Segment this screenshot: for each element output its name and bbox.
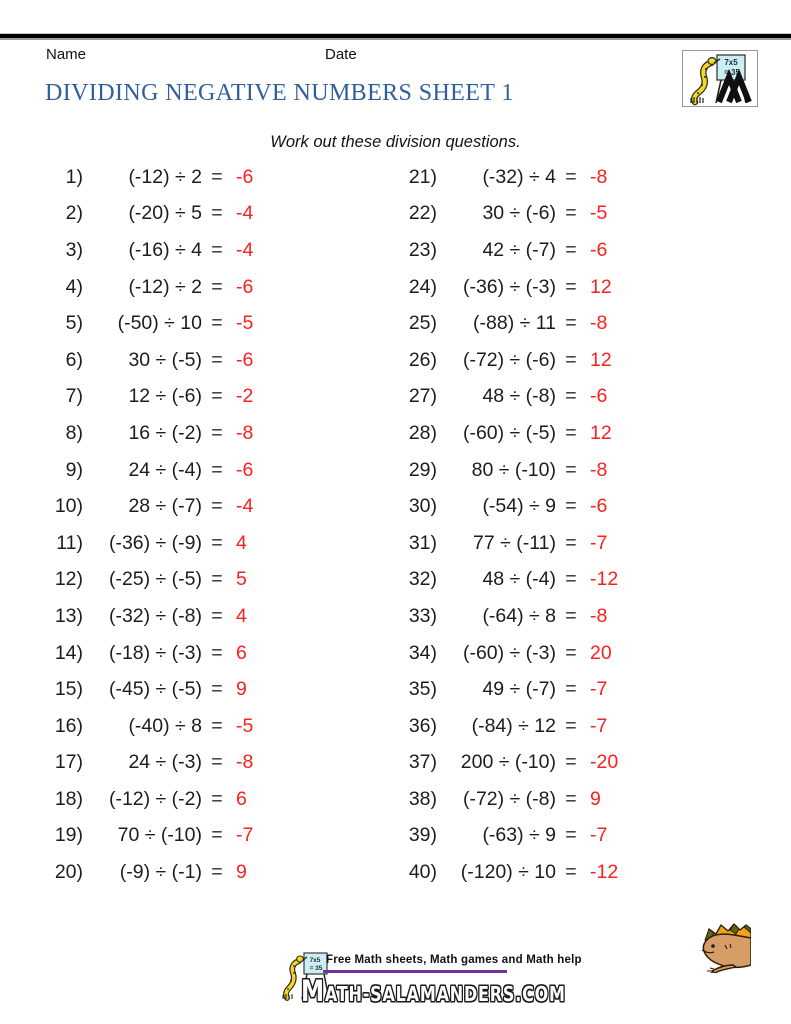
problem-expression: (-54) ÷ 9: [482, 495, 556, 518]
equals-sign: =: [211, 385, 223, 408]
problem-number: 10): [54, 495, 83, 518]
problem-row: [382, 342, 692, 379]
answer-value: -2: [236, 385, 254, 408]
answer-value: -4: [236, 238, 254, 261]
problem-number: 40): [408, 861, 437, 884]
problem-number: 35): [408, 678, 437, 701]
answer-value: 9: [236, 678, 247, 701]
problem-number: 30): [408, 495, 437, 518]
problem-number: 8): [65, 421, 83, 444]
problem-number: 23): [408, 238, 437, 261]
equals-sign: =: [565, 861, 577, 884]
problem-row: [382, 598, 692, 635]
problem-number: 27): [408, 385, 437, 408]
problem-number: 15): [54, 678, 83, 701]
problem-row: [28, 232, 338, 269]
answer-value: -8: [590, 165, 608, 188]
equals-sign: =: [565, 751, 577, 774]
answer-value: -12: [590, 861, 619, 884]
problem-expression: 77 ÷ (-11): [473, 531, 556, 554]
answer-value: -5: [590, 202, 608, 225]
equals-sign: =: [211, 751, 223, 774]
equals-sign: =: [565, 275, 577, 298]
problem-row: [28, 635, 338, 672]
problem-number: 39): [408, 824, 437, 847]
problem-row: [28, 488, 338, 525]
problem-number: 9): [65, 458, 83, 481]
equals-sign: =: [211, 787, 223, 810]
problem-row: [382, 196, 692, 233]
equals-sign: =: [211, 495, 223, 518]
problem-number: 22): [408, 202, 437, 225]
problem-number: 17): [54, 751, 83, 774]
problem-row: [382, 379, 692, 416]
problem-expression: (-12) ÷ 2: [128, 165, 202, 188]
problem-expression: 49 ÷ (-7): [482, 678, 556, 701]
problem-row: [28, 269, 338, 306]
equals-sign: =: [565, 531, 577, 554]
equals-sign: =: [565, 678, 577, 701]
name-label: Name: [46, 46, 87, 63]
problem-row: [28, 708, 338, 745]
problem-number: 1): [65, 165, 83, 188]
logo-board-line1: 7x5: [309, 957, 321, 964]
problem-number: 37): [408, 751, 437, 774]
equals-sign: =: [565, 568, 577, 591]
equals-sign: =: [565, 202, 577, 225]
equals-sign: =: [565, 348, 577, 371]
problem-row: [28, 342, 338, 379]
problem-expression: (-36) ÷ (-3): [462, 275, 556, 298]
equals-sign: =: [211, 861, 223, 884]
problem-row: [28, 305, 338, 342]
equals-sign: =: [565, 458, 577, 481]
problem-row: [28, 196, 338, 233]
equals-sign: =: [211, 238, 223, 261]
problem-number: 7): [65, 385, 83, 408]
problem-expression: (-20) ÷ 5: [128, 202, 202, 225]
salamander-easel-icon: [683, 51, 757, 106]
instruction-text: Work out these division questions.: [270, 133, 521, 151]
equals-sign: =: [565, 385, 577, 408]
problem-number: 19): [54, 824, 83, 847]
problem-row: [382, 708, 692, 745]
problem-expression: (-50) ÷ 10: [117, 312, 202, 335]
problem-expression: (-40) ÷ 8: [128, 714, 202, 737]
equals-sign: =: [211, 531, 223, 554]
answer-value: -4: [236, 495, 254, 518]
problem-expression: (-32) ÷ (-8): [108, 604, 202, 627]
equals-sign: =: [565, 238, 577, 261]
problem-number: 2): [65, 202, 83, 225]
answer-value: -6: [590, 385, 608, 408]
problem-expression: (-84) ÷ 12: [471, 714, 556, 737]
logo-board-line1: 7x5: [724, 58, 738, 67]
problem-row: [28, 854, 338, 891]
equals-sign: =: [211, 421, 223, 444]
problem-row: [28, 415, 338, 452]
problem-expression: 16 ÷ (-2): [128, 421, 202, 444]
footer-purple-rule: [323, 970, 507, 973]
problem-expression: (-60) ÷ (-5): [462, 421, 556, 444]
problem-number: 3): [65, 238, 83, 261]
answer-value: -7: [590, 531, 608, 554]
problem-expression: (-63) ÷ 9: [482, 824, 556, 847]
problem-expression: (-72) ÷ (-6): [462, 348, 556, 371]
problem-row: [382, 415, 692, 452]
problem-expression: (-18) ÷ (-3): [108, 641, 202, 664]
problem-row: [28, 818, 338, 855]
answer-value: -12: [590, 568, 619, 591]
answer-value: -7: [590, 824, 608, 847]
problem-number: 24): [408, 275, 437, 298]
answer-value: -6: [236, 348, 254, 371]
answer-value: -20: [590, 751, 619, 774]
page-title: DIVIDING NEGATIVE NUMBERS SHEET 1: [45, 80, 514, 106]
equals-sign: =: [211, 275, 223, 298]
answer-value: -8: [236, 751, 254, 774]
answer-value: -8: [590, 604, 608, 627]
problem-expression: 24 ÷ (-3): [128, 751, 202, 774]
equals-sign: =: [565, 824, 577, 847]
answer-value: 9: [590, 787, 601, 810]
answer-value: 4: [236, 604, 247, 627]
problem-number: 5): [65, 312, 83, 335]
problem-row: [382, 488, 692, 525]
problem-row: [382, 854, 692, 891]
equals-sign: =: [211, 824, 223, 847]
equals-sign: =: [565, 787, 577, 810]
problems-column-left: [28, 159, 338, 891]
answer-value: 5: [236, 568, 247, 591]
problem-row: [382, 635, 692, 672]
problem-number: 29): [408, 458, 437, 481]
answer-value: 12: [590, 275, 612, 298]
problem-number: 33): [408, 604, 437, 627]
problem-expression: 42 ÷ (-7): [482, 238, 556, 261]
problem-row: [382, 305, 692, 342]
problem-row: [382, 452, 692, 489]
problem-number: 6): [65, 348, 83, 371]
problem-expression: 28 ÷ (-7): [128, 495, 202, 518]
problem-number: 31): [408, 531, 437, 554]
equals-sign: =: [211, 312, 223, 335]
problem-row: [382, 671, 692, 708]
problem-expression: (-45) ÷ (-5): [108, 678, 202, 701]
problem-row: [382, 159, 692, 196]
answer-value: -6: [590, 238, 608, 261]
problem-expression: (-32) ÷ 4: [482, 165, 556, 188]
problem-row: [28, 598, 338, 635]
problem-expression: 200 ÷ (-10): [460, 751, 556, 774]
answer-value: 4: [236, 531, 247, 554]
problem-expression: (-36) ÷ (-9): [108, 531, 202, 554]
problem-number: 20): [54, 861, 83, 884]
problem-expression: 80 ÷ (-10): [471, 458, 556, 481]
equals-sign: =: [211, 458, 223, 481]
footer-brand-text: MATH-SALAMANDERS.COM: [301, 974, 566, 1008]
equals-sign: =: [211, 678, 223, 701]
answer-value: -6: [236, 165, 254, 188]
problem-number: 18): [54, 787, 83, 810]
problem-expression: (-64) ÷ 8: [482, 604, 556, 627]
problem-row: [382, 781, 692, 818]
equals-sign: =: [211, 604, 223, 627]
problem-expression: 30 ÷ (-6): [482, 202, 556, 225]
problem-row: [382, 232, 692, 269]
problem-expression: 48 ÷ (-4): [482, 568, 556, 591]
answer-value: 9: [236, 861, 247, 884]
equals-sign: =: [211, 202, 223, 225]
answer-value: -5: [236, 312, 254, 335]
math-salamanders-logo: [682, 50, 758, 107]
problem-expression: (-120) ÷ 10: [460, 861, 556, 884]
answer-value: 20: [590, 641, 612, 664]
problem-expression: 70 ÷ (-10): [117, 824, 202, 847]
answer-value: -8: [590, 458, 608, 481]
problem-expression: 30 ÷ (-5): [128, 348, 202, 371]
equals-sign: =: [565, 604, 577, 627]
answer-value: -4: [236, 202, 254, 225]
problem-expression: (-12) ÷ 2: [128, 275, 202, 298]
answer-value: -7: [236, 824, 254, 847]
answer-value: -7: [590, 678, 608, 701]
problem-expression: (-72) ÷ (-8): [462, 787, 556, 810]
answer-value: -7: [590, 714, 608, 737]
logo-board-line2: = 35: [724, 68, 740, 77]
problem-expression: (-16) ÷ 4: [128, 238, 202, 261]
answer-value: -8: [590, 312, 608, 335]
equals-sign: =: [565, 495, 577, 518]
footer-tagline: Free Math sheets, Math games and Math help: [326, 954, 582, 966]
problem-expression: (-60) ÷ (-3): [462, 641, 556, 664]
problem-row: [28, 525, 338, 562]
header-divider-line: [0, 33, 791, 40]
problem-row: [28, 159, 338, 196]
problem-number: 36): [408, 714, 437, 737]
problem-row: [28, 562, 338, 599]
problem-row: [28, 781, 338, 818]
answer-value: -6: [236, 275, 254, 298]
problem-expression: (-88) ÷ 11: [473, 312, 556, 335]
problem-number: 28): [408, 421, 437, 444]
problem-number: 25): [408, 312, 437, 335]
problem-number: 14): [54, 641, 83, 664]
answer-value: 12: [590, 348, 612, 371]
problem-number: 38): [408, 787, 437, 810]
answer-value: -6: [590, 495, 608, 518]
problem-expression: 24 ÷ (-4): [128, 458, 202, 481]
date-label: Date: [325, 46, 357, 63]
problem-row: [382, 525, 692, 562]
answer-value: -5: [236, 714, 254, 737]
equals-sign: =: [565, 714, 577, 737]
problem-row: [28, 379, 338, 416]
lizard-icon: [697, 920, 751, 973]
problem-number: 13): [54, 604, 83, 627]
equals-sign: =: [211, 714, 223, 737]
problem-row: [382, 745, 692, 782]
equals-sign: =: [565, 641, 577, 664]
problem-row: [382, 818, 692, 855]
problem-expression: (-9) ÷ (-1): [119, 861, 202, 884]
answer-value: -8: [236, 421, 254, 444]
equals-sign: =: [565, 421, 577, 444]
problem-number: 12): [54, 568, 83, 591]
problem-number: 26): [408, 348, 437, 371]
answer-value: -6: [236, 458, 254, 481]
equals-sign: =: [211, 641, 223, 664]
problem-number: 4): [65, 275, 83, 298]
lizard-illustration: [697, 920, 751, 978]
equals-sign: =: [211, 568, 223, 591]
problem-row: [28, 452, 338, 489]
problem-expression: (-25) ÷ (-5): [108, 568, 202, 591]
problem-number: 32): [408, 568, 437, 591]
problem-number: 16): [54, 714, 83, 737]
equals-sign: =: [211, 165, 223, 188]
answer-value: 6: [236, 641, 247, 664]
problem-row: [382, 269, 692, 306]
answer-value: 12: [590, 421, 612, 444]
problems-column-right: [382, 159, 692, 891]
problem-row: [28, 671, 338, 708]
problem-row: [382, 562, 692, 599]
logo-board-line2: = 35: [309, 965, 323, 972]
problem-expression: 48 ÷ (-8): [482, 385, 556, 408]
equals-sign: =: [565, 165, 577, 188]
problem-number: 11): [56, 531, 83, 554]
problem-expression: 12 ÷ (-6): [128, 385, 202, 408]
problem-number: 34): [408, 641, 437, 664]
problem-row: [28, 745, 338, 782]
problem-number: 21): [408, 165, 437, 188]
equals-sign: =: [211, 348, 223, 371]
equals-sign: =: [565, 312, 577, 335]
problem-expression: (-12) ÷ (-2): [108, 787, 202, 810]
answer-value: 6: [236, 787, 247, 810]
